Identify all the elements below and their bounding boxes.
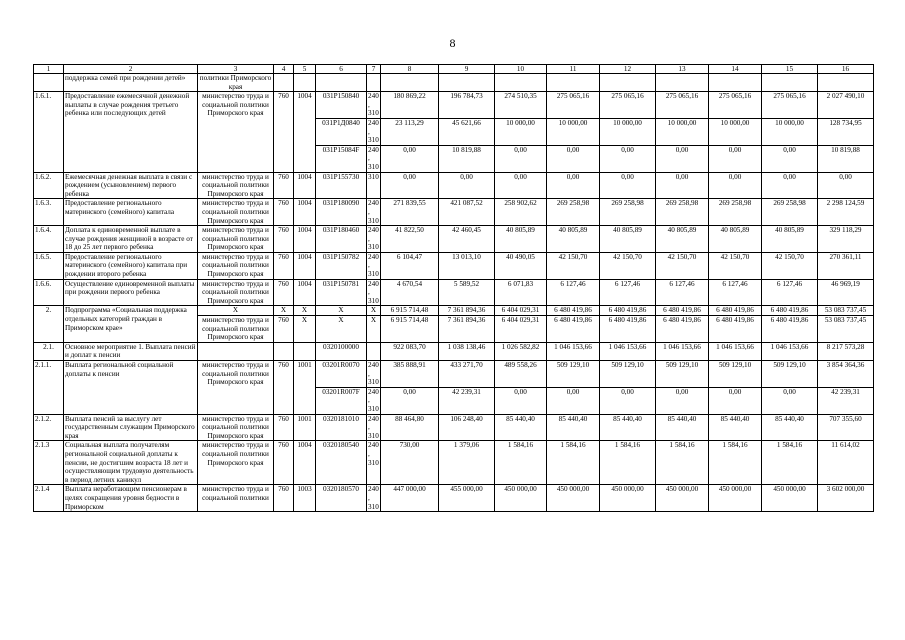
value-cell: 6 480 419,86 [600,306,656,316]
value-cell: 53 083 737,45 [818,316,874,343]
value-cell: 269 258,98 [656,199,709,226]
value-cell: 1 026 582,82 [495,342,547,360]
row-name: поддержка семей при рождении детей» [64,74,198,92]
row-target-code: 03201R0070 [316,361,367,388]
value-cell: 3 602 000,00 [818,485,874,512]
column-header: 3 [198,65,274,74]
column-header: 15 [762,65,818,74]
empty-cell [316,74,367,92]
table-row [34,172,874,199]
value-cell: 7 361 894,36 [439,316,495,343]
value-cell: 0,00 [381,172,439,199]
row-number: 1.6.5. [34,252,64,279]
column-header: 16 [818,65,874,74]
column-header: 1 [34,65,64,74]
value-cell: 6 480 419,86 [656,316,709,343]
value-cell: 196 784,73 [439,92,495,119]
value-cell: 6 915 714,48 [381,306,439,316]
row-expense-type: 240, 310 [368,414,379,440]
value-cell: 40 805,89 [656,226,709,253]
value-cell: 106 248,40 [439,414,495,441]
empty-cell [656,74,709,92]
value-cell: 6 480 419,86 [709,316,762,343]
value-cell: 269 258,98 [547,199,600,226]
row-section: 1001 [294,361,316,415]
value-cell: 42 239,31 [818,387,874,414]
table-row [34,441,874,485]
row-name: Доплата к единовременной выплате в случае рождения женщиной в возрасте от 18 до 25 лет первого ребенка [64,226,198,253]
table-row [34,199,874,226]
value-cell: 6 480 419,86 [600,316,656,343]
value-cell: 46 969,19 [818,279,874,306]
value-cell: 6 127,46 [656,279,709,306]
value-cell: 1 046 153,66 [762,342,818,360]
value-cell: 6 480 419,86 [762,316,818,343]
value-cell: 275 065,16 [547,92,600,119]
empty-cell [274,342,294,360]
value-cell: 6 127,46 [709,279,762,306]
row-executor: министерство труда и социальной политики Приморского края [198,226,274,253]
value-cell: 10 819,88 [439,145,495,172]
empty-cell [294,74,316,92]
row-section: 1004 [294,199,316,226]
value-cell: 0,00 [656,387,709,414]
row-grbs: 760 [274,172,294,199]
row-target-code: 031P150781 [316,279,367,306]
value-cell: 0,00 [600,172,656,199]
value-cell: 0,00 [762,387,818,414]
budget-table [33,64,874,512]
column-header: 7 [367,65,381,74]
row-expense-type: 240, 310 [368,387,379,413]
row-name: Предоставление ежемесячной денежной выплаты в случае рождения третьего ребенка или последующих детей [64,92,198,172]
row-expense-type: 240, 310 [368,279,379,305]
value-cell: 447 000,00 [381,485,439,512]
value-cell: 6 480 419,86 [762,306,818,316]
value-cell: 10 000,00 [709,118,762,145]
value-cell: 1 584,16 [600,441,656,485]
row-section: 1004 [294,226,316,253]
row-number [34,74,64,92]
row-exec: министерство труда и социальной политики Приморского края [198,316,274,343]
value-cell: 23 113,29 [381,118,439,145]
row-name: Выплата пенсий за выслугу лет государственным служащим Приморского края [64,414,198,441]
value-cell: 0,00 [762,172,818,199]
value-cell: 85 440,40 [709,414,762,441]
row-number: 2.1. [34,342,64,360]
value-cell: 509 129,10 [547,361,600,388]
value-cell: 41 822,50 [381,226,439,253]
table-row [34,279,874,306]
page-number: 8 [449,36,456,50]
value-cell: 0,00 [547,145,600,172]
empty-cell [709,74,762,92]
column-header: 5 [294,65,316,74]
value-cell: 85 440,40 [656,414,709,441]
row-target-code: 031P180090 [316,199,367,226]
value-cell: 10 000,00 [547,118,600,145]
column-header: 11 [547,65,600,74]
row-grbs: 760 [274,199,294,226]
value-cell: 509 129,10 [762,361,818,388]
value-cell: 6 915 714,48 [381,316,439,343]
value-cell: 385 888,91 [381,361,439,388]
value-cell: 40 805,89 [709,226,762,253]
value-cell: 180 869,22 [381,92,439,119]
row-c4: X [274,306,294,316]
value-cell: 1 046 153,66 [656,342,709,360]
value-cell: 6 480 419,86 [547,316,600,343]
empty-cell [762,74,818,92]
row-executor: министерство труда и социальной политики Приморского края [198,252,274,279]
row-grbs: 760 [274,441,294,485]
value-cell: 13 013,10 [439,252,495,279]
value-cell: 275 065,16 [600,92,656,119]
row-section: 1004 [294,92,316,172]
row-name: Ежемесячная денежная выплата в связи с рождением (усыновлением) первого ребенка [64,172,198,199]
column-header: 6 [316,65,367,74]
value-cell: 1 584,16 [495,441,547,485]
table-row [34,306,874,316]
row-name: Подпрограмма «Социальная поддержка отдельных категорий граждан в Приморском крае» [64,306,198,342]
value-cell: 450 000,00 [709,485,762,512]
row-executor: министерство труда и социальной политики Приморского края [198,172,274,199]
value-cell: 0,00 [495,387,547,414]
row-exec: X [198,306,274,316]
value-cell: 1 379,06 [439,441,495,485]
row-section: 1004 [294,441,316,485]
empty-cell [600,74,656,92]
value-cell: 0,00 [656,145,709,172]
value-cell: 258 902,62 [495,199,547,226]
row-section: 1004 [294,252,316,279]
value-cell: 40 490,05 [495,252,547,279]
row-executor: министерство труда и социальной политики Приморского края [198,414,274,441]
row-target-code: 031P150840 [316,92,367,119]
row-grbs: 760 [274,252,294,279]
value-cell: 6 127,46 [600,279,656,306]
value-cell: 85 440,40 [600,414,656,441]
value-cell: 270 361,11 [818,252,874,279]
row-c6: X [316,316,367,343]
row-target-code: 0320180540 [316,441,367,485]
row-name: Осуществление единовременной выплаты при рождении первого ребенка [64,279,198,306]
value-cell: 42 150,70 [656,252,709,279]
row-target-code: 0320181010 [316,414,367,441]
row-executor: министерство труда и социальной политики Приморского края [198,279,274,306]
row-expense-type: 240, 310 [368,226,379,252]
value-cell: 6 404 029,31 [495,316,547,343]
row-grbs: 760 [274,414,294,441]
value-cell: 433 271,70 [439,361,495,388]
row-target-code: 03201R007F [316,387,367,414]
value-cell: 10 000,00 [600,118,656,145]
value-cell: 275 065,16 [656,92,709,119]
value-cell: 85 440,40 [762,414,818,441]
value-cell: 42 150,70 [600,252,656,279]
row-number: 2.1.3 [34,441,64,485]
value-cell: 0,00 [709,172,762,199]
row-number: 1.6.2. [34,172,64,199]
row-expense-type: 240, 310 [368,485,379,511]
row-grbs: 760 [274,92,294,172]
value-cell: 3 854 364,36 [818,361,874,388]
value-cell: 269 258,98 [762,199,818,226]
column-header: 12 [600,65,656,74]
value-cell: 0,00 [600,145,656,172]
column-header: 4 [274,65,294,74]
empty-cell [367,342,381,360]
value-cell: 1 046 153,66 [547,342,600,360]
empty-cell [818,74,874,92]
row-number: 1.6.4. [34,226,64,253]
column-header: 9 [439,65,495,74]
value-cell: 1 046 153,66 [600,342,656,360]
row-number: 1.6.1. [34,92,64,172]
value-cell: 42 239,31 [439,387,495,414]
value-cell: 269 258,98 [709,199,762,226]
value-cell: 42 150,70 [547,252,600,279]
value-cell: 0,00 [439,172,495,199]
row-expense-type: 240, 310 [368,361,379,387]
empty-cell [274,74,294,92]
value-cell: 450 000,00 [600,485,656,512]
row-c7: X [367,306,381,316]
row-section: 1001 [294,414,316,441]
row-executor: министерство труда и социальной политики Приморского края [198,92,274,172]
value-cell: 6 404 029,31 [495,306,547,316]
value-cell: 40 805,89 [762,226,818,253]
table-row [34,252,874,279]
value-cell: 450 000,00 [656,485,709,512]
table-row [34,342,874,360]
table-row [34,414,874,441]
value-cell: 450 000,00 [495,485,547,512]
value-cell: 0,00 [381,387,439,414]
empty-cell [495,74,547,92]
value-cell: 40 805,89 [495,226,547,253]
value-cell: 455 000,00 [439,485,495,512]
row-number: 1.6.3. [34,199,64,226]
value-cell: 509 129,10 [656,361,709,388]
table-row [34,74,874,92]
value-cell: 42 460,45 [439,226,495,253]
row-grbs: 760 [274,361,294,415]
value-cell: 6 480 419,86 [547,306,600,316]
value-cell: 10 000,00 [656,118,709,145]
row-number: 2.1.1. [34,361,64,415]
row-expense-type: 240, 310 [367,441,381,485]
row-name: Предоставление регионального материнского (семейного) капитала [64,199,198,226]
row-expense-type: 310 [367,172,381,199]
value-cell: 0,00 [547,387,600,414]
row-c4: 760 [274,316,294,343]
table-row [34,226,874,253]
value-cell: 10 000,00 [762,118,818,145]
value-cell: 6 480 419,86 [709,306,762,316]
row-c6: X [316,306,367,316]
value-cell: 1 584,16 [547,441,600,485]
value-cell: 1 584,16 [656,441,709,485]
row-section: 1004 [294,279,316,306]
table-row [34,485,874,512]
value-cell: 45 621,66 [439,118,495,145]
value-cell: 0,00 [656,172,709,199]
row-expense-type: 240, 310 [368,92,379,118]
value-cell: 509 129,10 [600,361,656,388]
value-cell: 707 355,60 [818,414,874,441]
value-cell: 922 083,70 [381,342,439,360]
value-cell: 1 584,16 [709,441,762,485]
value-cell: 10 819,88 [818,145,874,172]
column-header: 14 [709,65,762,74]
table-row [34,361,874,388]
value-cell: 0,00 [600,387,656,414]
value-cell: 4 670,54 [381,279,439,306]
value-cell: 329 118,29 [818,226,874,253]
row-number: 1.6.6. [34,279,64,306]
row-number: 2.1.2. [34,414,64,441]
empty-cell [198,342,274,360]
value-cell: 6 127,46 [547,279,600,306]
value-cell: 5 589,52 [439,279,495,306]
row-target-code: 031P180460 [316,226,367,253]
row-expense-type: 240, 310 [368,118,379,145]
value-cell: 0,00 [709,387,762,414]
row-grbs: 760 [274,226,294,253]
row-section: 1003 [294,485,316,512]
row-grbs: 760 [274,485,294,512]
row-executor: министерство труда и социальной политики Приморского края [198,441,274,485]
row-c5: X [294,316,316,343]
row-name: Основное мероприятие 1. Выплата пенсий и доплат к пенсии [64,342,198,360]
value-cell: 275 065,16 [762,92,818,119]
value-cell: 489 558,26 [495,361,547,388]
value-cell: 509 129,10 [709,361,762,388]
row-number: 2. [34,306,64,342]
row-target-code: 0320180570 [316,485,367,512]
row-target-code: 031P15084F [316,145,367,172]
value-cell: 88 464,80 [381,414,439,441]
value-cell: 0,00 [818,172,874,199]
value-cell: 8 217 573,28 [818,342,874,360]
empty-cell [367,74,381,92]
value-cell: 85 440,40 [547,414,600,441]
value-cell: 40 805,89 [600,226,656,253]
value-cell: 275 065,16 [709,92,762,119]
table-row [34,92,874,119]
value-cell: 2 027 490,10 [818,92,874,119]
column-header: 13 [656,65,709,74]
empty-cell [547,74,600,92]
row-c5: X [294,306,316,316]
column-header: 2 [64,65,198,74]
value-cell: 6 480 419,86 [656,306,709,316]
row-name: Предоставление регионального материнского (семейного) капитала при рождении второго ребенка [64,252,198,279]
row-expense-type: 240, 310 [368,199,379,225]
row-target-code: 031P155730 [316,172,367,199]
value-cell: 0,00 [762,145,818,172]
value-cell: 730,00 [381,441,439,485]
value-cell: 0,00 [709,145,762,172]
row-executor: министерство труда и социальной политики [198,485,274,512]
row-executor: политики Приморского края [198,74,274,92]
value-cell: 1 584,16 [762,441,818,485]
value-cell: 6 127,46 [762,279,818,306]
header-row [34,65,874,74]
row-target-code: 031P1Д0840 [316,118,367,145]
row-section: 1004 [294,172,316,199]
value-cell: 7 361 894,36 [439,306,495,316]
row-name: Выплата региональной социальной доплаты к пенсии [64,361,198,415]
row-name: Выплата неработающим пенсионерам в целях сокращения уровня бедности в Приморском [64,485,198,512]
value-cell: 10 000,00 [495,118,547,145]
value-cell: 85 440,40 [495,414,547,441]
value-cell: 0,00 [547,172,600,199]
value-cell: 42 150,70 [709,252,762,279]
value-cell: 6 104,47 [381,252,439,279]
value-cell: 6 071,83 [495,279,547,306]
row-executor: министерство труда и социальной политики Приморского края [198,199,274,226]
value-cell: 1 038 138,46 [439,342,495,360]
empty-cell [439,74,495,92]
value-cell: 271 839,55 [381,199,439,226]
empty-cell [294,342,316,360]
value-cell: 11 614,02 [818,441,874,485]
row-expense-type: 240, 310 [368,252,379,279]
row-target-code: 0320100000 [316,342,367,360]
row-number: 2.1.4 [34,485,64,512]
row-executor: министерство труда и социальной политики Приморского края [198,361,274,415]
row-grbs: 760 [274,279,294,306]
value-cell: 0,00 [381,145,439,172]
value-cell: 1 046 153,66 [709,342,762,360]
row-expense-type: 240, 310 [368,145,379,171]
value-cell: 53 083 737,45 [818,306,874,316]
value-cell: 269 258,98 [600,199,656,226]
value-cell: 450 000,00 [547,485,600,512]
value-cell: 450 000,00 [762,485,818,512]
row-c7: X [367,316,381,343]
row-name: Социальная выплата получателям региональной социальной доплаты к пенсии, не достигшим возраста 18 лет и осуществляющим трудовую деятельность в период летних каникул [64,441,198,485]
value-cell: 0,00 [495,145,547,172]
column-header: 10 [495,65,547,74]
value-cell: 40 805,89 [547,226,600,253]
empty-cell [381,74,439,92]
value-cell: 42 150,70 [762,252,818,279]
value-cell: 2 298 124,59 [818,199,874,226]
value-cell: 421 087,52 [439,199,495,226]
row-target-code: 031P150782 [316,252,367,279]
column-header: 8 [381,65,439,74]
value-cell: 128 734,95 [818,118,874,145]
value-cell: 0,00 [495,172,547,199]
value-cell: 274 510,35 [495,92,547,119]
